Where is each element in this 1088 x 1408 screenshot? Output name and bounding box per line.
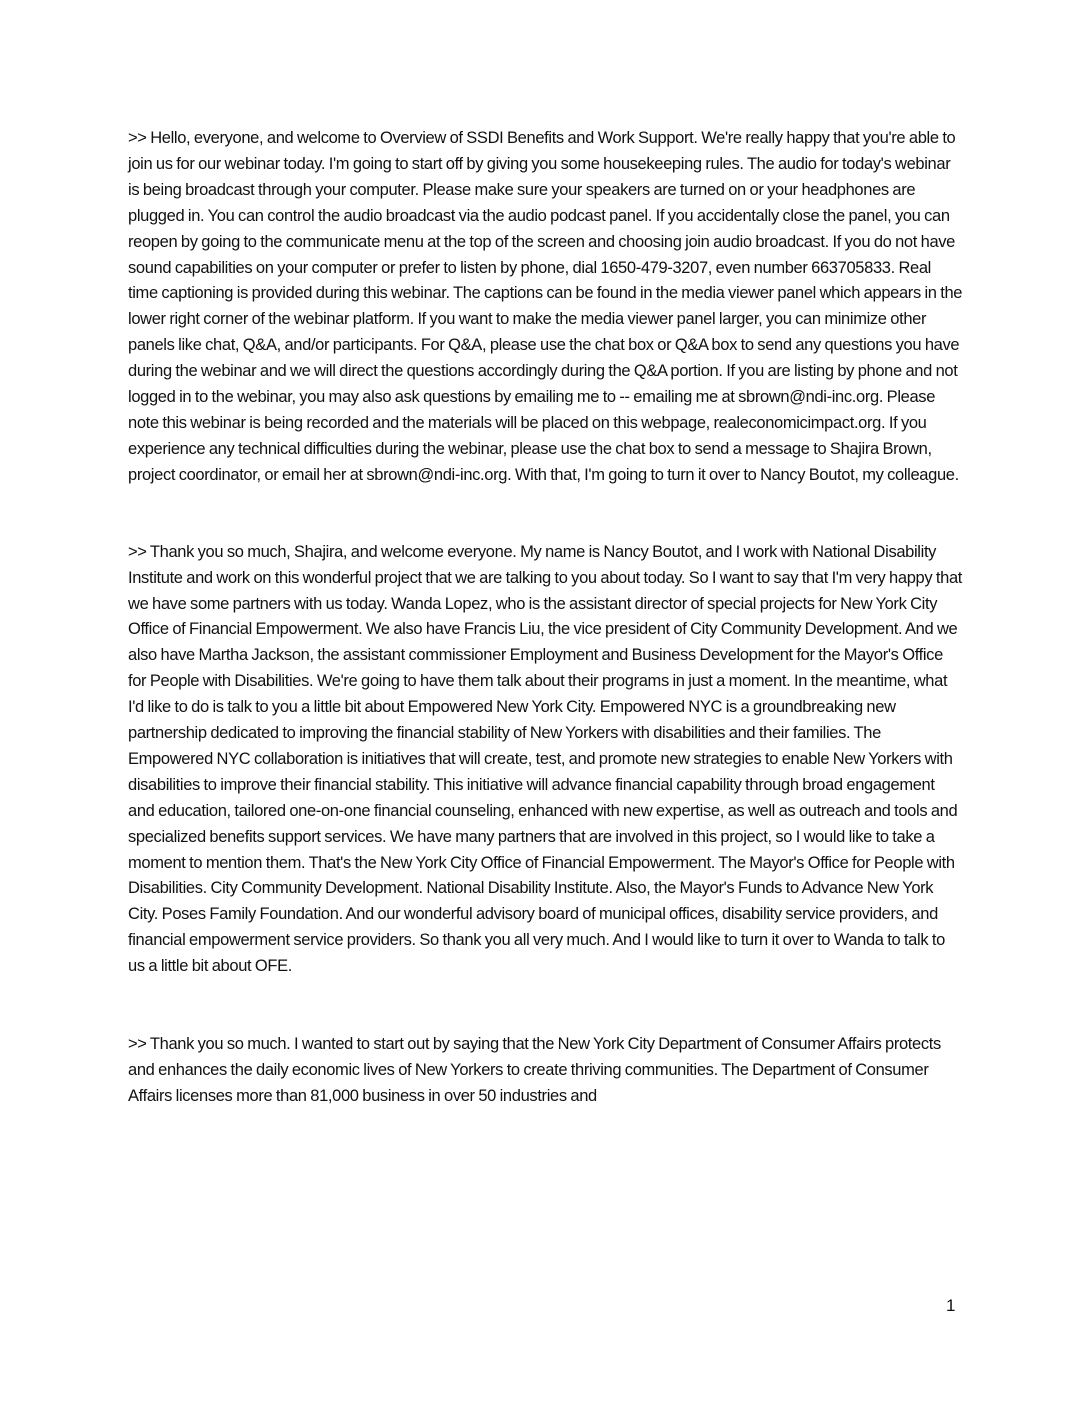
paragraph-spacer <box>128 489 964 540</box>
transcript-body <box>128 126 964 1110</box>
paragraph-spacer <box>128 980 964 1032</box>
transcript-paragraph-welcome: >> Hello, everyone, and welcome to Overview of SSDI Benefits and Work Support. We're really happy that you're able to join us for our webinar today. I'm going to start off by giving you some housekeeping rules. The audio for today's webinar is being broadcast through your computer. Please make sure your speakers are turned on or your headphones are plugged in. You can control the audio broadcast via the audio podcast panel. If you accidentally close the panel, you can reopen by going to the communicate menu at the top of the screen and choosing join audio broadcast. If you do not have sound capabilities on your computer or prefer to listen by phone, dial 1650-479-3207, even number 663705833. Real time captioning is provided during this webinar. The captions can be found in the media viewer panel which appears in the lower right corner of the webinar platform. If you want to make the media viewer panel larger, you can minimize other panels like chat, Q&A, and/or participants. For Q&A, please use the chat box or Q&A box to send any questions you have during the webinar and we will direct the questions accordingly during the Q&A portion. If you are listing by phone and not logged in to the webinar, you may also ask questions by emailing me to -- emailing me at sbrown@ndi-inc.org. Please note this webinar is being recorded and the materials will be placed on this webpage, realeconomicimpact.org. If you experience any technical difficulties during the webinar, please use the chat box to send a message to Shajira Brown, project coordinator, or email her at sbrown@ndi-inc.org. With that, I'm going to turn it over to Nancy Boutot, my colleague. <box>128 129 963 484</box>
transcript-paragraph-introduction: >> Thank you so much, Shajira, and welcome everyone. My name is Nancy Boutot, and I work with National Disability Institute and work on this wonderful project that we are talking to you about today. So I want to say that I'm very happy that we have some partners with us today. Wanda Lopez, who is the assistant director of special projects for New York City Office of Financial Empowerment. We also have Francis Liu, the vice president of City Community Development. And we also have Martha Jackson, the assistant commissioner Employment and Business Development for the Mayor's Office for People with Disabilities. We're going to have them talk about their programs in just a moment. In the meantime, what I'd like to do is talk to you a little bit about Empowered New York City. Empowered NYC is a groundbreaking new partnership dedicated to improving the financial stability of New Yorkers with disabilities and their families. The Empowered NYC collaboration is initiatives that will create, test, and promote new strategies to enable New Yorkers with disabilities to improve their financial stability. This initiative will advance financial capability through broad engagement and education, tailored one-on-one financial counseling, enhanced with new expertise, as well as outreach and tools and specialized benefits support services. We have many partners that are involved in this project, so I would like to take a moment to mention them. That's the New York City Office of Financial Empowerment. The Mayor's Office for People with Disabilities. City Community Development. National Disability Institute. Also, the Mayor's Funds to Advance New York City. Poses Family Foundation. And our wonderful advisory board of municipal offices, disability service providers, and financial empowerment service providers. So thank you all very much. And I would like to turn it over to Wanda to talk to us a little bit about OFE. <box>128 542 963 976</box>
page-number: 1 <box>946 1296 956 1315</box>
transcript-paragraph-consumer-affairs: >> Thank you so much. I wanted to start out by saying that the New York City Department of Consumer Affairs protects and enhances the daily economic lives of New Yorkers to create thriving communities. The Department of Consumer Affairs licenses more than 81,000 business in over 50 industries and <box>128 1035 941 1105</box>
